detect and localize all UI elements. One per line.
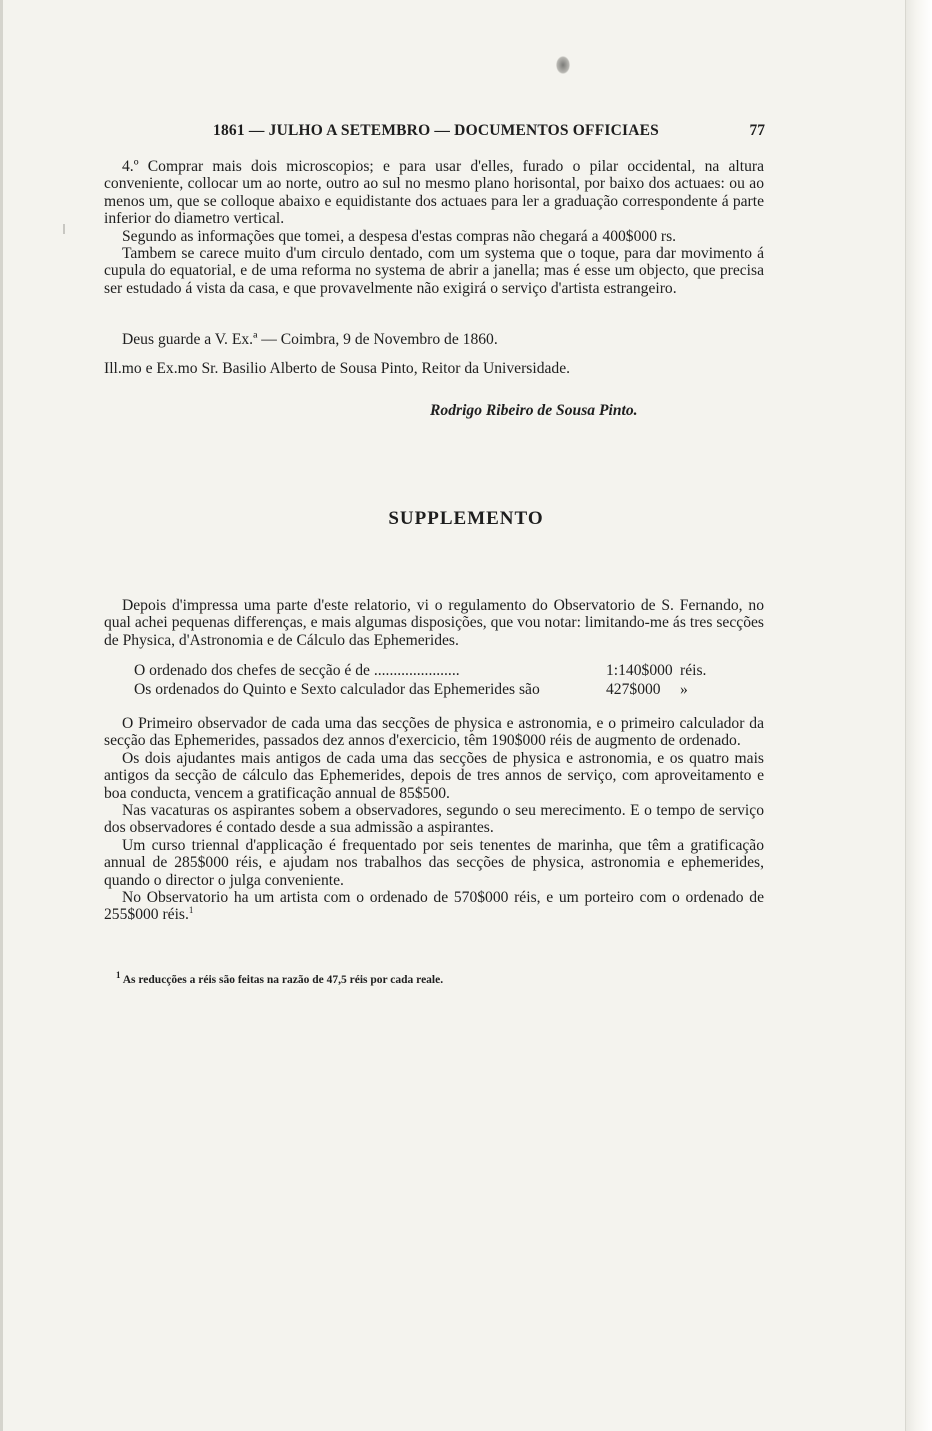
- paragraph-first-observer: O Primeiro observador de cada uma das secções de physica e astronomia, e o primeiro calculador da secção das Ephemerides, passados dez annos d'exercicio, têm 190$000 réis de augmento de ordenado.: [104, 715, 764, 750]
- page-right-edge: [905, 0, 932, 1431]
- salary-value: 1:140$000: [606, 662, 673, 679]
- pencil-mark: [63, 224, 65, 234]
- paragraph-course: Um curso triennal d'applicação é frequentado por seis tenentes de marinha, que têm a gratificação annual de 285$000 réis, e ajudam nos trabalhos das secções de physica, astronomia e ephemerides, quando o director o julga conveniente.: [104, 836, 764, 889]
- paragraph-vacancies: Nas vacaturas os aspirantes sobem a observadores, segundo o seu merecimento. E o tempo de serviço dos observadores é contado desde a sua admissão a aspirantes.: [104, 802, 764, 837]
- paragraph-artist-text: No Observatorio ha um artista com o ordenado de 570$000 réis, e um porteiro com o ordenado de 255$000 réis.: [104, 889, 764, 924]
- paragraph-assistants: Os dois ajudantes mais antigos de cada uma das secções de physica e astronomia, e os quatro mais antigos da secção de cálculo das Ephemerides, depois de tres annos de serviço, com aproveitamento e boa conducta, vencem a gratificação annual de 85$500.: [104, 749, 764, 802]
- paragraph-dented-circle: Tambem se carece muito d'um circulo dentado, com um systema que o toque, para dar movimento á cupula do equatorial, e de uma reforma no systema de abrir a janella; mas é esse um objecto, que precisa ser estudado á vista da casa, e que provavelmente não exigirá o serviço d'artista estrangeiro.: [104, 245, 764, 297]
- supplement-body: [104, 715, 764, 924]
- intro-section: [104, 158, 764, 297]
- page-left-edge: [0, 0, 3, 1431]
- salary-unit: »: [680, 681, 688, 698]
- addressee: Ill.mo e Ex.mo Sr. Basilio Alberto de Sousa Pinto, Reitor da Universidade.: [104, 360, 571, 378]
- footnote: [116, 970, 444, 986]
- salary-label: Os ordenados do Quinto e Sexto calculador das Ephemerides são: [134, 681, 540, 698]
- salary-value: 427$000: [606, 681, 661, 698]
- header-title: 1861 — JULHO A SETEMBRO — DOCUMENTOS OFFICIAES: [213, 122, 659, 139]
- salutation: Deus guarde a V. Ex.ª — Coimbra, 9 de Novembro de 1860.: [122, 331, 498, 348]
- paragraph-expense: Segundo as informações que tomei, a despesa d'estas compras não chegará a 400$000 rs.: [122, 227, 677, 245]
- footnote-text: As reducções a réis são feitas na razão de 47,5 réis por cada reale.: [122, 974, 444, 986]
- supplement-intro: [104, 597, 764, 649]
- salary-label: O ordenado dos chefes de secção é de ......................: [134, 662, 460, 679]
- ink-stain: [556, 56, 570, 74]
- salary-unit: réis.: [680, 662, 707, 679]
- paragraph-item-4: 4.º Comprar mais dois microscopios; e para usar d'elles, furado o pilar occidental, na altura conveniente, collocar um ao norte, outro ao sul no mesmo plano horisontal, por baixo dos actuaes: ou ao menos um, que se colloque abaixo e equidistante dos actuaes para ler a graduação correspondente á parte inferior do diametro vertical.: [104, 158, 764, 228]
- paragraph-artist: [104, 889, 764, 924]
- closing-section: [104, 331, 764, 378]
- running-header: [213, 122, 765, 144]
- supplement-title: SUPPLEMENTO: [388, 508, 544, 529]
- supplement-intro-text: Depois d'impressa uma parte d'este relatorio, vi o regulamento do Observatorio de S. Fernando, no qual achei pequenas differenças, e mais algumas disposições, que vou notar: limitando-me ás tres secções de Physica, d'Astronomia e de Cálculo das Ephemerides.: [104, 597, 764, 649]
- page-number: 77: [749, 122, 765, 139]
- footnote-marker: 1: [116, 970, 121, 981]
- salary-row: [134, 681, 764, 700]
- salary-table: [134, 662, 764, 700]
- signature: Rodrigo Ribeiro de Sousa Pinto.: [430, 402, 638, 419]
- footnote-reference: 1: [188, 905, 194, 916]
- salary-row: [134, 662, 764, 681]
